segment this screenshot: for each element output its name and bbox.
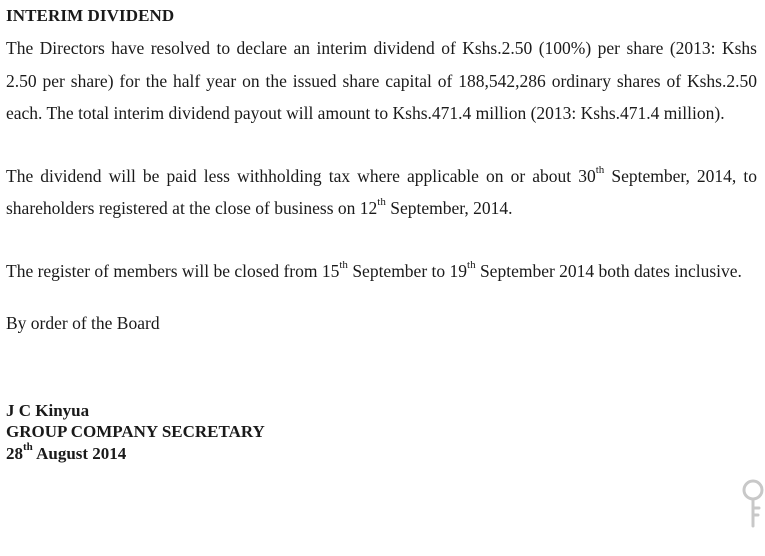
register-closure-paragraph [6, 255, 757, 288]
signature-date [6, 440, 757, 465]
signature-block [6, 400, 757, 465]
board-order-line: By order of the Board [6, 313, 160, 333]
ordinal-suffix: th [339, 258, 348, 271]
register-text-1: The register of members will be closed from 15 [6, 260, 340, 281]
ordinal-suffix: th [467, 258, 476, 271]
register-text-2: September to 19 [347, 260, 468, 281]
payment-text-1: The dividend will be paid less withholding tax where applicable on or about 30 [6, 165, 596, 186]
spacer [6, 225, 757, 255]
dividend-declaration-paragraph: The Directors have resolved to declare an interim dividend of Kshs.2.50 (100%) per share (2013: Kshs 2.50 per share) for the half year on the issued share capital of 188,542,286 ordinary shares of Kshs.2.50 each. The total interim dividend payout will amount to Kshs.471.4 million (2013: Kshs.471.4 million). [6, 38, 757, 123]
section-heading: INTERIM DIVIDEND [6, 6, 175, 25]
spacer [6, 340, 757, 400]
spacer [6, 287, 757, 307]
document-body [6, 0, 757, 464]
signatory-name: J C Kinyua [6, 400, 90, 420]
signatory-title: GROUP COMPANY SECRETARY [6, 422, 265, 441]
date-rest: August 2014 [32, 443, 127, 463]
payment-text-2: September, 2014, to shareholders registered at the close of business on 12 [6, 165, 758, 218]
payment-text-3: September, 2014. [385, 198, 513, 218]
ordinal-suffix: th [377, 196, 386, 209]
register-text-3: September 2014 both dates inclusive. [475, 260, 742, 281]
date-day: 28 [6, 443, 23, 463]
ordinal-suffix: th [23, 440, 33, 453]
ordinal-suffix: th [595, 163, 605, 176]
payment-date-paragraph [6, 160, 757, 225]
key-icon [740, 478, 765, 530]
spacer [6, 130, 757, 160]
